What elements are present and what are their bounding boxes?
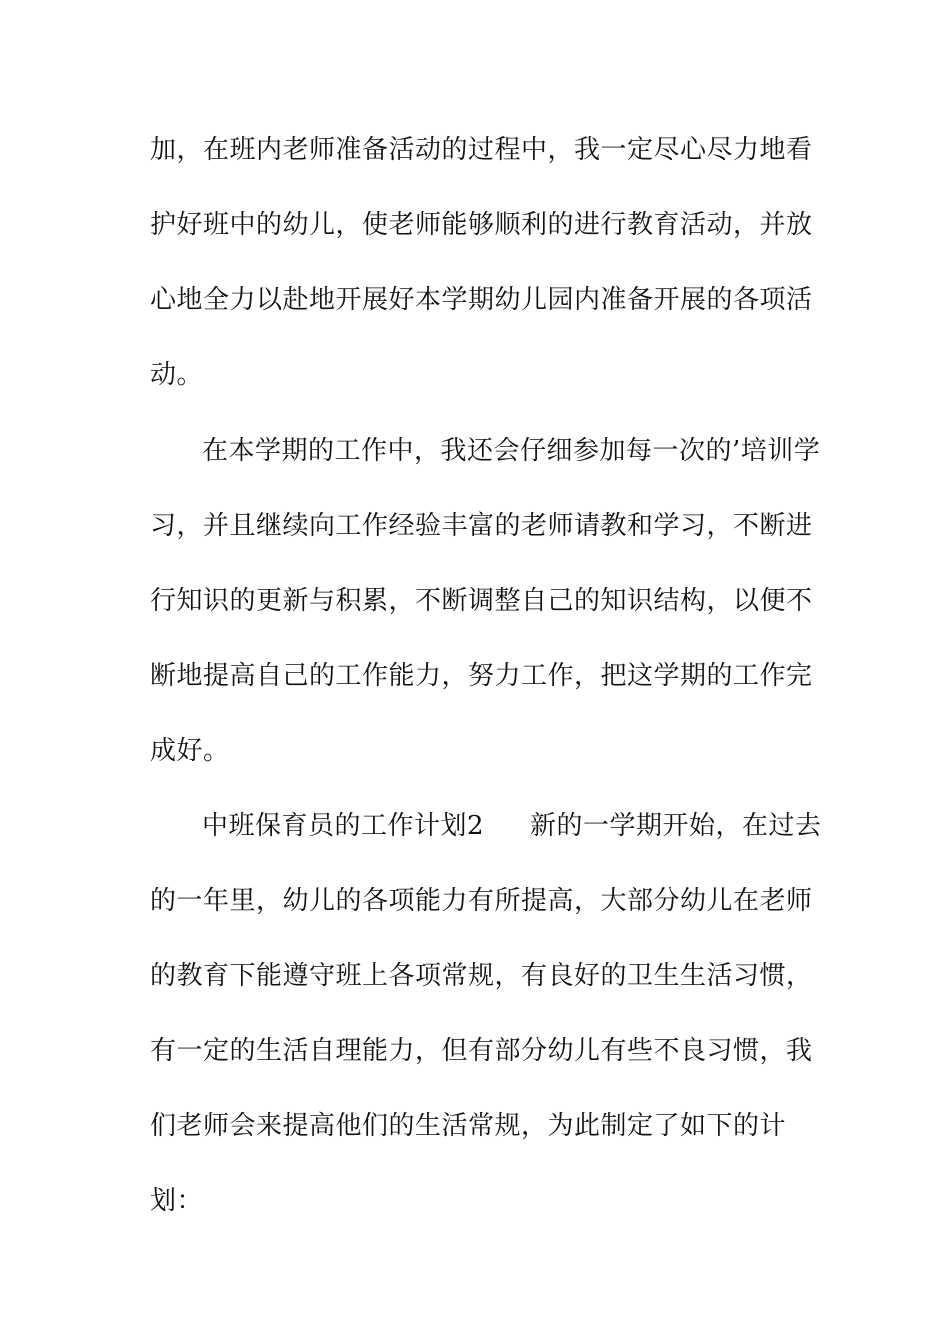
text-line: 习，并且继续向工作经验丰富的老师请教和学习，不断进 (150, 511, 813, 541)
text-line: 动。 (150, 360, 204, 390)
text-line: 加，在班内老师准备活动的过程中，我一定尽心尽力地看 (150, 135, 813, 165)
text-line: 的教育下能遵守班上各项常规，有良好的卫生生活习惯， (150, 961, 813, 991)
text-line: 行知识的更新与积累，不断调整自己的知识结构，以便不 (150, 586, 813, 616)
section-heading-line (202, 811, 822, 841)
text-line: 有一定的生活自理能力，但有部分幼儿有些不良习惯，我 (150, 1036, 813, 1066)
text-line: 的一年里，幼儿的各项能力有所提高，大部分幼儿在老师 (150, 886, 813, 916)
text-line: 心地全力以赴地开展好本学期幼儿园内准备开展的各项活 (150, 285, 813, 315)
section-heading: 中班保育员的工作计划2 (202, 811, 485, 841)
text-line: 划： (150, 1186, 204, 1216)
text-line: 护好班中的幼儿，使老师能够顺利的进行教育活动，并放 (150, 210, 813, 240)
text-line: 们老师会来提高他们的生活常规，为此制定了如下的计 (150, 1111, 787, 1141)
text-line: 成好。 (150, 736, 230, 766)
text-line: 在本学期的工作中，我还会仔细参加每一次的’培训学 (202, 436, 821, 466)
text-line: 断地提高自己的工作能力，努力工作，把这学期的工作完 (150, 661, 813, 691)
text-run: 新的一学期开始，在过去 (530, 811, 822, 841)
